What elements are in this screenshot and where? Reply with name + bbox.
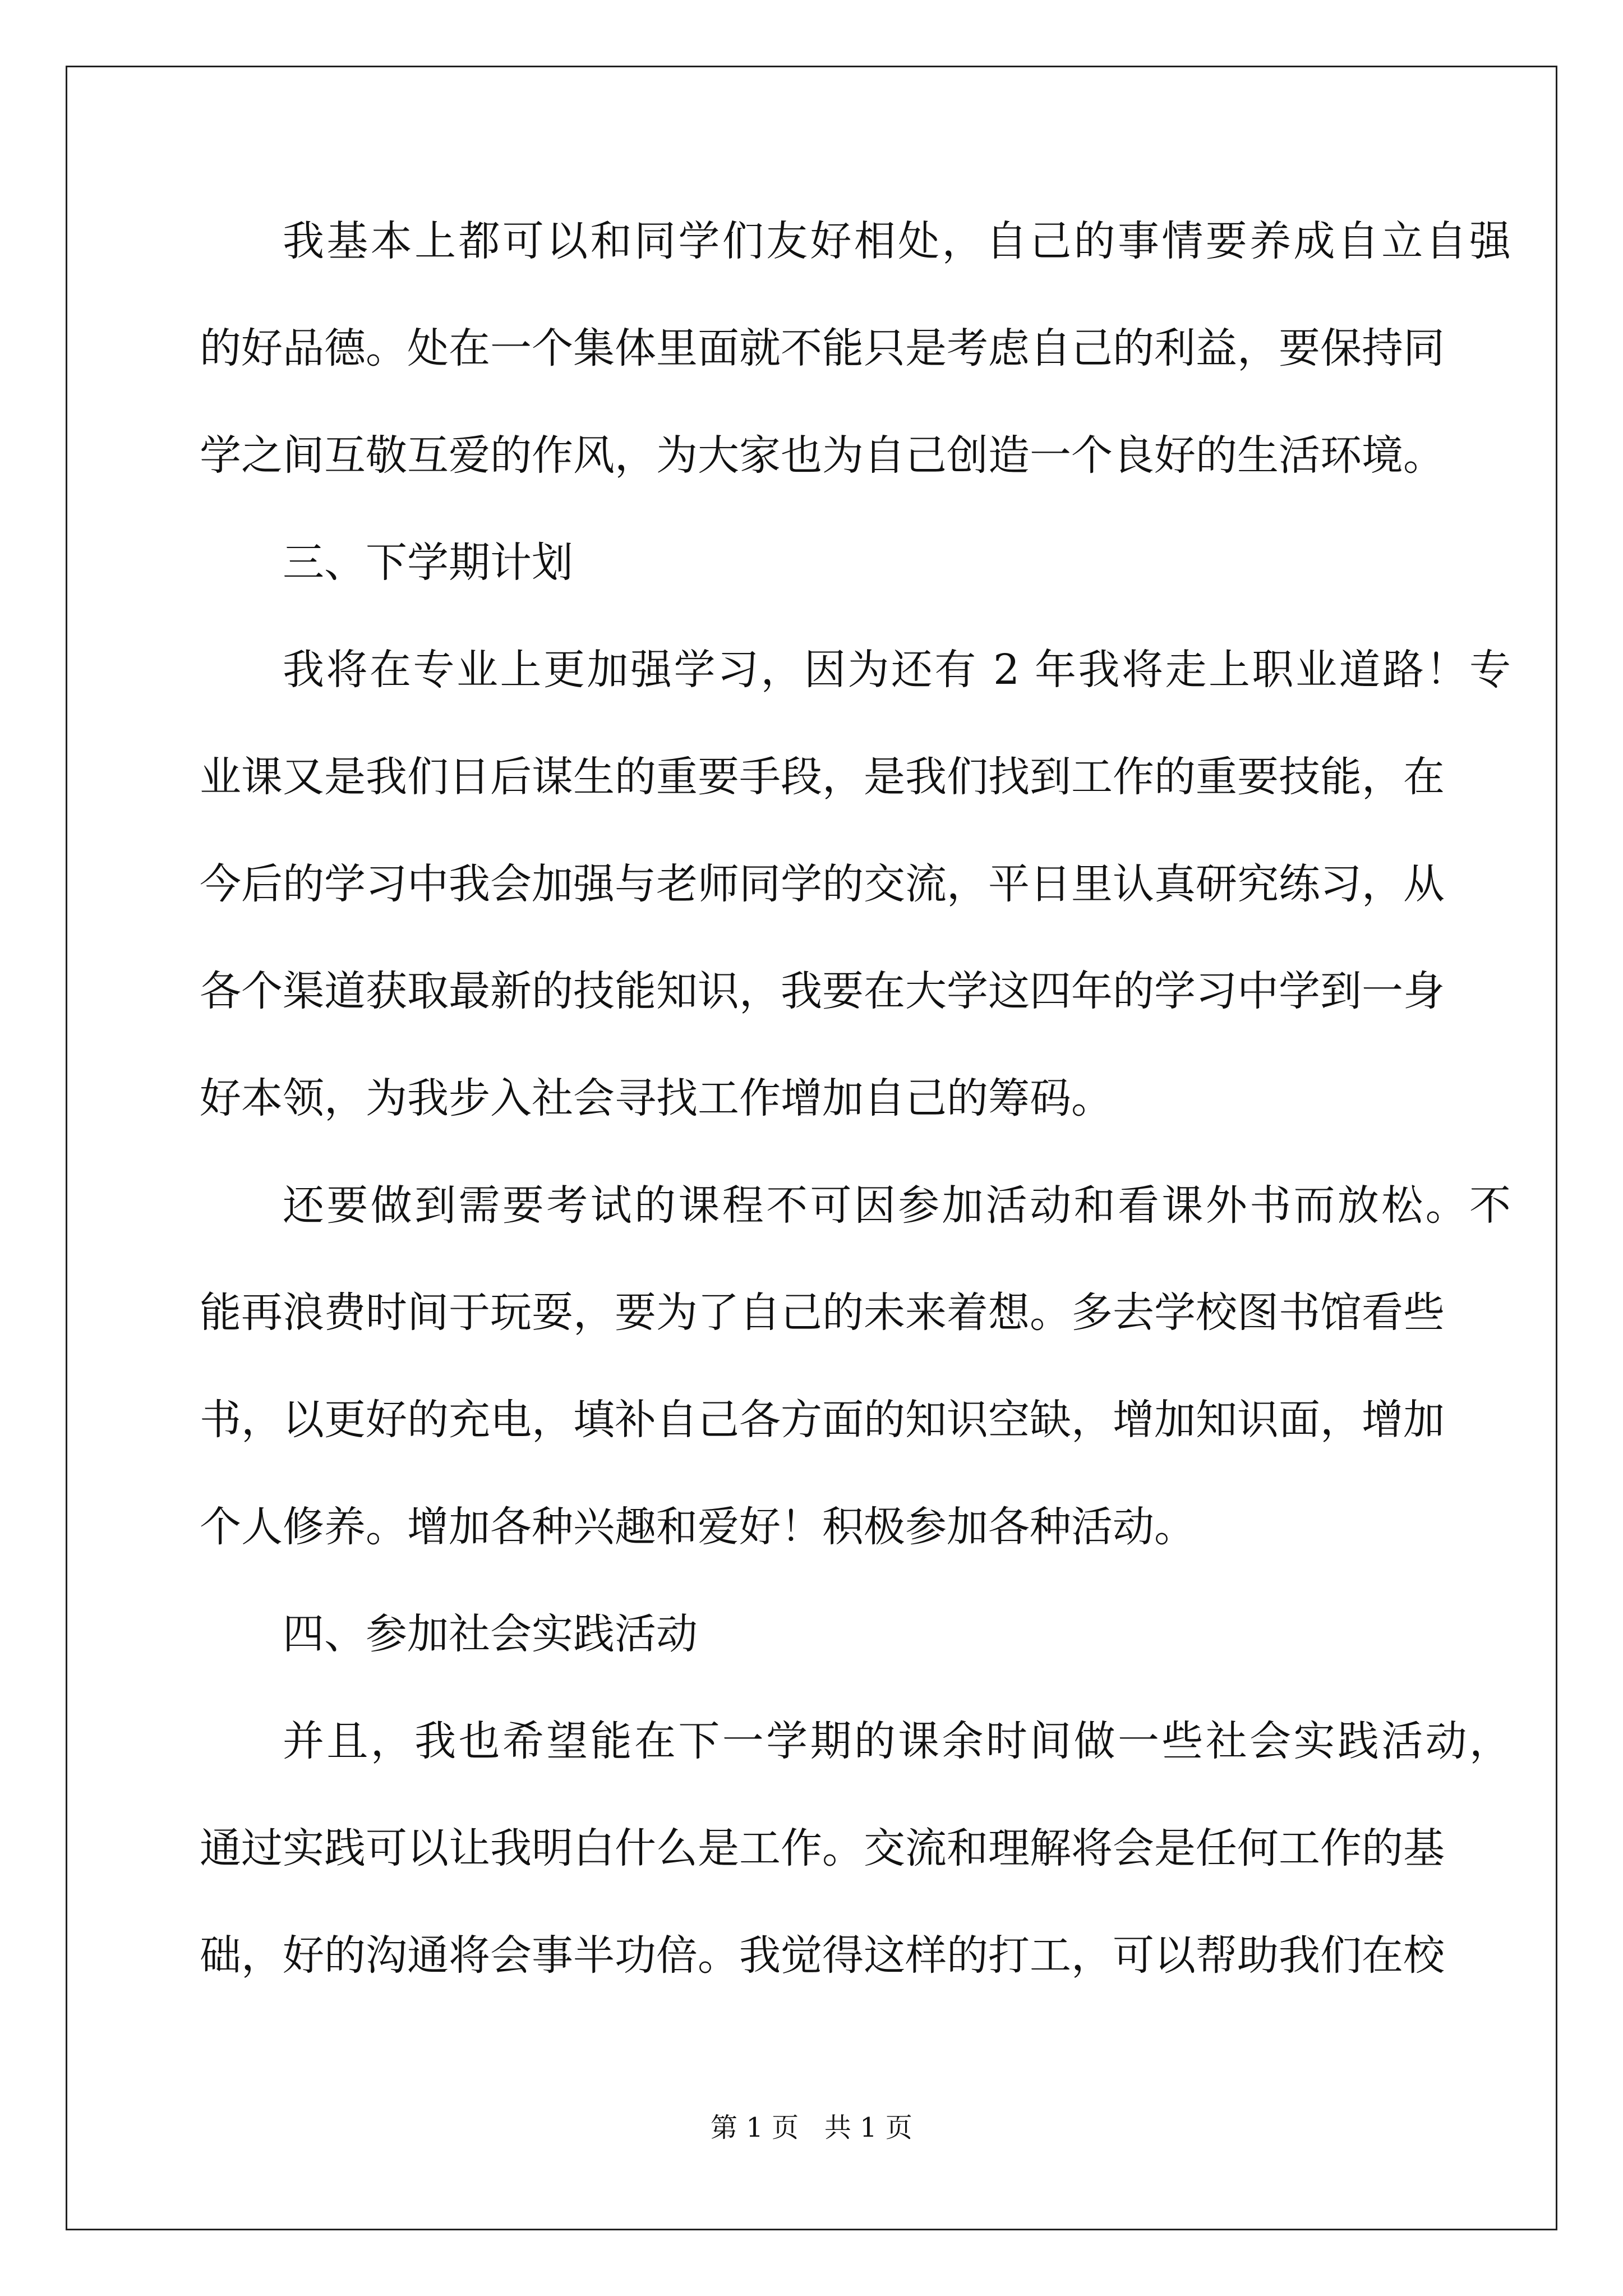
paragraph-line: 并且，我也希望能在下一学期的课余时间做一些社会实践活动，	[283, 1717, 1511, 1765]
paragraph-line: 个人修养。增加各种兴趣和爱好！积极参加各种活动。	[200, 1503, 1196, 1551]
paragraph-line: 书，以更好的充电，填补自己各方面的知识空缺，增加知识面，增加	[200, 1396, 1445, 1444]
paragraph-line: 业课又是我们日后谋生的重要手段，是我们找到工作的重要技能，在	[200, 753, 1445, 801]
paragraph-line: 今后的学习中我会加强与老师同学的交流，平日里认真研究练习，从	[200, 860, 1445, 908]
paragraph-line: 各个渠道获取最新的技能知识，我要在大学这四年的学习中学到一身	[200, 967, 1445, 1015]
paragraph-line: 的好品德。处在一个集体里面就不能只是考虑自己的利益，要保持同	[200, 324, 1445, 372]
paragraph-line: 础，好的沟通将会事半功倍。我觉得这样的打工，可以帮助我们在校	[200, 1931, 1445, 1980]
section-heading: 四、参加社会实践活动	[283, 1610, 698, 1658]
paragraph-line: 我将在专业上更加强学习，因为还有 2 年我将走上职业道路！专	[283, 646, 1511, 694]
paragraph-line: 学之间互敬互爱的作风，为大家也为自己创造一个良好的生活环境。	[200, 431, 1445, 480]
paragraph-line: 通过实践可以让我明白什么是工作。交流和理解将会是任何工作的基	[200, 1824, 1445, 1872]
paragraph-line: 好本领，为我步入社会寻找工作增加自己的筹码。	[200, 1074, 1113, 1122]
paragraph-line: 还要做到需要考试的课程不可因参加活动和看课外书而放松。不	[283, 1181, 1511, 1230]
section-heading: 三、下学期计划	[283, 539, 573, 587]
paragraph-line: 我基本上都可以和同学们友好相处，自己的事情要养成自立自强	[283, 217, 1511, 265]
page-footer: 第 1 页 共 1 页	[711, 2112, 912, 2143]
paragraph-line: 能再浪费时间于玩耍，要为了自己的未来着想。多去学校图书馆看些	[200, 1289, 1445, 1337]
page-border	[66, 66, 1557, 2230]
